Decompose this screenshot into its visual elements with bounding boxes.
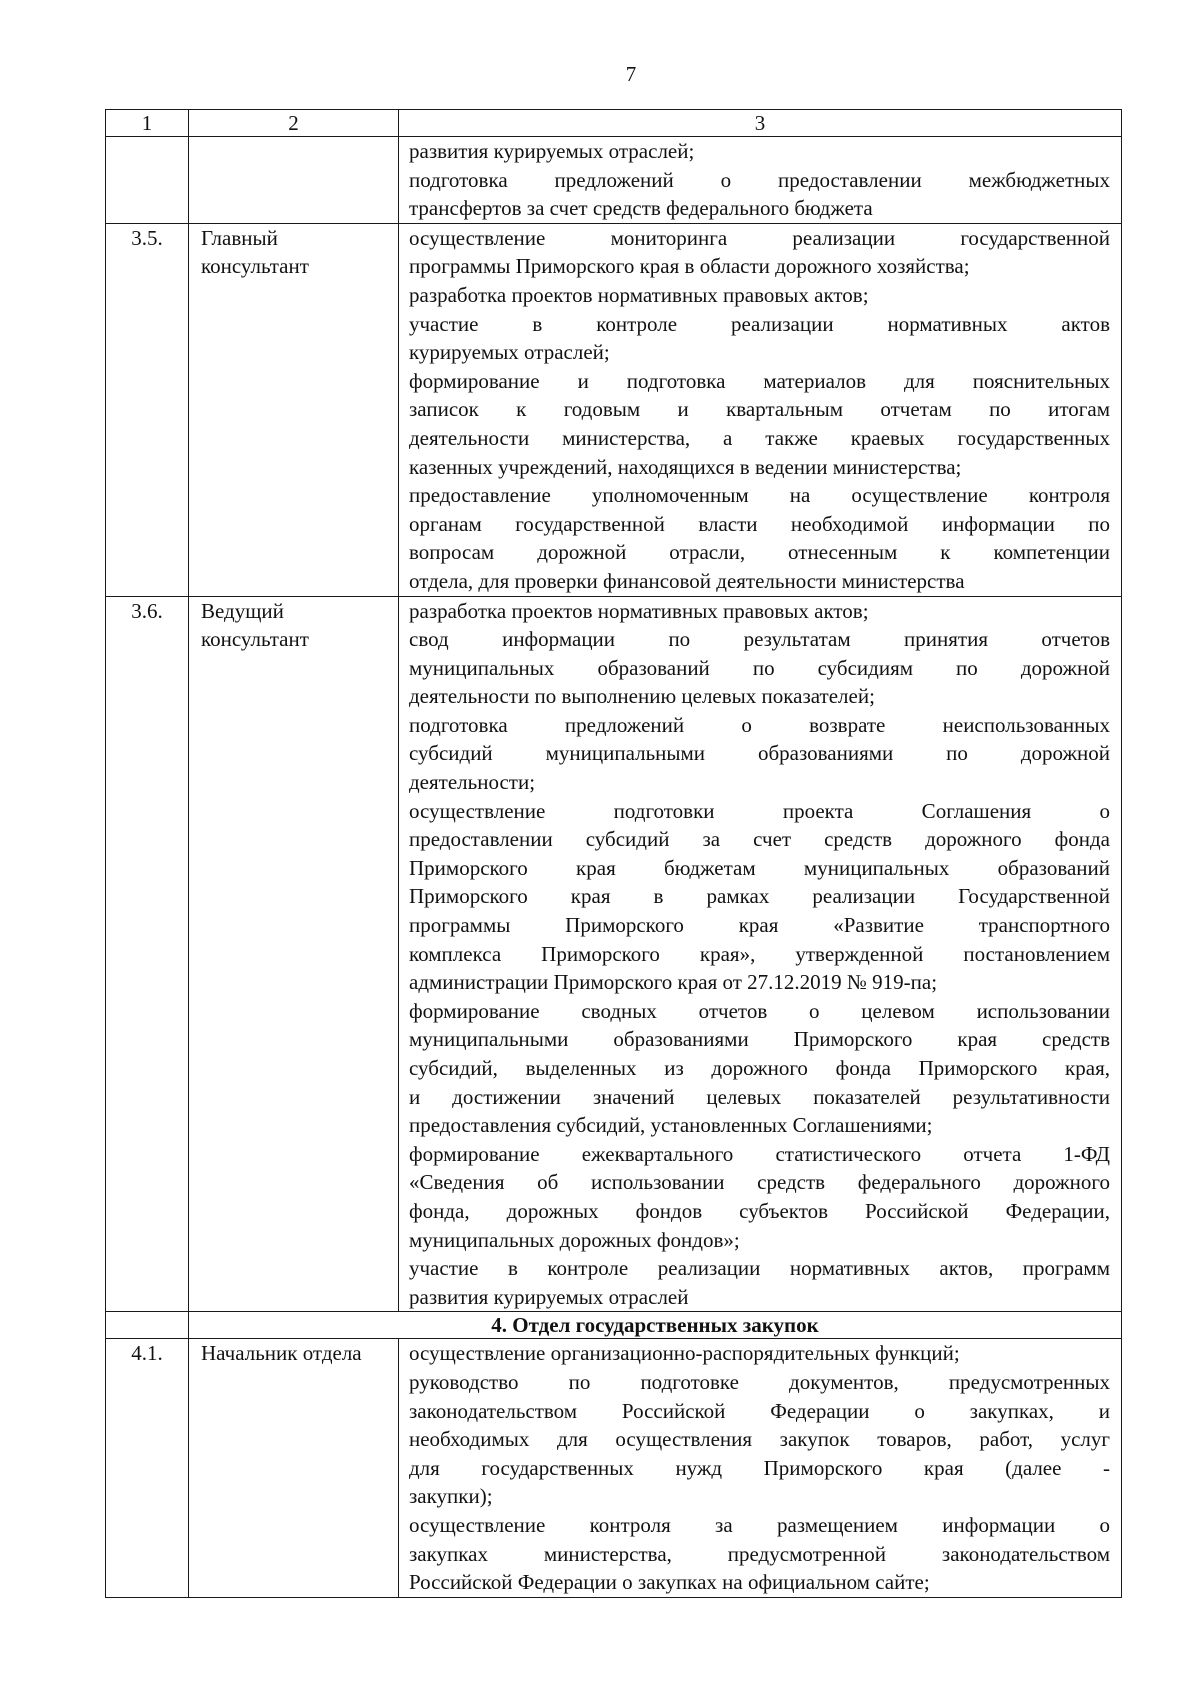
section-title: 4. Отдел государственных закупок	[189, 1312, 1122, 1339]
duty-line: вопросам дорожной отрасли, отнесенным к компетенции	[409, 540, 1110, 565]
duty-line: «Сведения об использовании средств федерального дорожного	[409, 1170, 1110, 1195]
table-body	[106, 110, 1122, 1598]
duty-item	[409, 1254, 1110, 1311]
duty-item	[409, 481, 1110, 595]
duty-line: программы Приморского края «Развитие транспортного	[409, 913, 1110, 938]
position-title	[189, 1339, 399, 1597]
duty-line: деятельности министерства, а также краевых государственных	[409, 425, 1110, 450]
duty-line: развития курируемых отраслей;	[409, 139, 695, 163]
row-number: 4.1.	[106, 1339, 189, 1597]
duty-item	[409, 1339, 1110, 1368]
duty-line: предоставления субсидий, установленных Соглашениями;	[409, 1113, 933, 1138]
column-header-position: 2	[189, 110, 399, 137]
duty-line: разработка проектов нормативных правовых актов;	[409, 598, 869, 623]
duty-line: муниципальных дорожных фондов»;	[409, 1227, 740, 1252]
duty-item	[409, 1140, 1110, 1254]
duty-line: курируемых отраслей;	[409, 340, 610, 365]
position-title	[189, 596, 399, 1312]
duty-line: Российской Федерации о закупках на официальном сайте;	[409, 1570, 930, 1595]
duty-line: комплекса Приморского края», утвержденной постановлением	[409, 941, 1110, 966]
row-number: 3.5.	[106, 223, 189, 596]
duty-item	[409, 797, 1110, 997]
duty-line: администрации Приморского края от 27.12.2019 № 919-па;	[409, 970, 938, 995]
duties-cell	[399, 223, 1122, 596]
table-row	[106, 223, 1122, 596]
duty-line: программы Приморского края в области дорожного хозяйства;	[409, 254, 970, 279]
duty-line: для государственных нужд Приморского края (далее -	[409, 1455, 1110, 1480]
duty-item	[409, 310, 1110, 367]
duty-line: органам государственной власти необходимой информации по	[409, 511, 1110, 536]
duty-item	[409, 367, 1110, 481]
duty-line: осуществление организационно-распорядительных функций;	[409, 1341, 960, 1366]
duty-item	[409, 281, 1110, 310]
duty-item	[409, 997, 1110, 1140]
position-line: Главный	[201, 225, 278, 250]
duty-line: закупки);	[409, 1484, 493, 1509]
duties-cell	[399, 137, 1122, 224]
duty-line: необходимых для осуществления закупок товаров, работ, услуг	[409, 1427, 1110, 1452]
duty-item	[409, 166, 1110, 223]
duty-line: формирование и подготовка материалов для пояснительных	[409, 368, 1110, 393]
table-row	[106, 596, 1122, 1312]
section-number-cell	[106, 1312, 189, 1339]
page-number: 7	[625, 62, 637, 86]
duty-line: формирование ежеквартального статистического отчета 1-ФД	[409, 1141, 1110, 1166]
position-line: Ведущий	[201, 598, 284, 623]
duty-line: Приморского края в рамках реализации Государственной	[409, 884, 1110, 909]
duty-line: подготовка предложений о предоставлении межбюджетных	[409, 167, 1110, 192]
duty-line: свод информации по результатам принятия отчетов	[409, 627, 1110, 652]
duty-line: развития курируемых отраслей	[409, 1284, 689, 1309]
position-line: Начальник отдела	[201, 1341, 362, 1366]
duty-line: фонда, дорожных фондов субъектов Российской Федерации,	[409, 1198, 1110, 1223]
position-title	[189, 223, 399, 596]
duty-line: предоставлении субсидий за счет средств дорожного фонда	[409, 827, 1110, 852]
duty-line: руководство по подготовке документов, предусмотренных	[409, 1369, 1110, 1394]
duty-line: субсидий, выделенных из дорожного фонда Приморского края,	[409, 1056, 1110, 1080]
duty-line: участие в контроле реализации нормативных актов, программ	[409, 1256, 1110, 1281]
column-header-number: 1	[106, 110, 189, 137]
row-number	[106, 137, 189, 224]
duty-line: деятельности по выполнению целевых показателей;	[409, 684, 875, 709]
duty-item	[409, 711, 1110, 797]
duty-line: осуществление мониторинга реализации государственной	[409, 225, 1110, 250]
column-header-row	[106, 110, 1122, 137]
section-header-row	[106, 1312, 1122, 1339]
duty-line: предоставление уполномоченным на осуществление контроля	[409, 483, 1110, 508]
duty-line: трансфертов за счет средств федерального бюджета	[409, 196, 873, 221]
duty-line: закупках министерства, предусмотренной законодательством	[409, 1541, 1110, 1566]
duty-item	[409, 1511, 1110, 1597]
position-line: консультант	[201, 627, 309, 652]
duty-line: и достижении значений целевых показателей результативности	[409, 1084, 1110, 1109]
table-row	[106, 1339, 1122, 1597]
duty-item	[409, 1368, 1110, 1511]
duty-line: формирование сводных отчетов о целевом использовании	[409, 998, 1110, 1023]
duty-line: деятельности;	[409, 770, 536, 795]
duty-item	[409, 597, 1110, 626]
duty-line: участие в контроле реализации нормативных актов	[409, 311, 1110, 336]
duties-cell	[399, 596, 1122, 1312]
duty-line: субсидий муниципальными образованиями по дорожной	[409, 741, 1110, 766]
duty-line: осуществление контроля за размещением информации о	[409, 1512, 1110, 1537]
duty-line: записок к годовым и квартальным отчетам по итогам	[409, 397, 1110, 422]
duty-item	[409, 224, 1110, 281]
duty-item	[409, 137, 1110, 166]
column-header-duties: 3	[399, 110, 1122, 137]
duties-cell	[399, 1339, 1122, 1597]
staff-duties-table	[105, 109, 1122, 1598]
duty-line: законодательством Российской Федерации о закупках, и	[409, 1398, 1110, 1423]
duty-line: казенных учреждений, находящихся в ведении министерства;	[409, 454, 962, 479]
row-number: 3.6.	[106, 596, 189, 1312]
duty-line: отдела, для проверки финансовой деятельности министерства	[409, 568, 965, 593]
duty-item	[409, 625, 1110, 711]
position-line: консультант	[201, 254, 309, 279]
duty-line: муниципальных образований по субсидиям по дорожной	[409, 655, 1110, 680]
duty-line: подготовка предложений о возврате неиспользованных	[409, 712, 1110, 737]
duty-line: муниципальными образованиями Приморского края средств	[409, 1027, 1110, 1052]
duty-line: осуществление подготовки проекта Соглашения о	[409, 798, 1110, 823]
duty-line: разработка проектов нормативных правовых актов;	[409, 282, 869, 307]
duty-line: Приморского края бюджетам муниципальных образований	[409, 855, 1110, 880]
table-row	[106, 137, 1122, 224]
position-title	[189, 137, 399, 224]
